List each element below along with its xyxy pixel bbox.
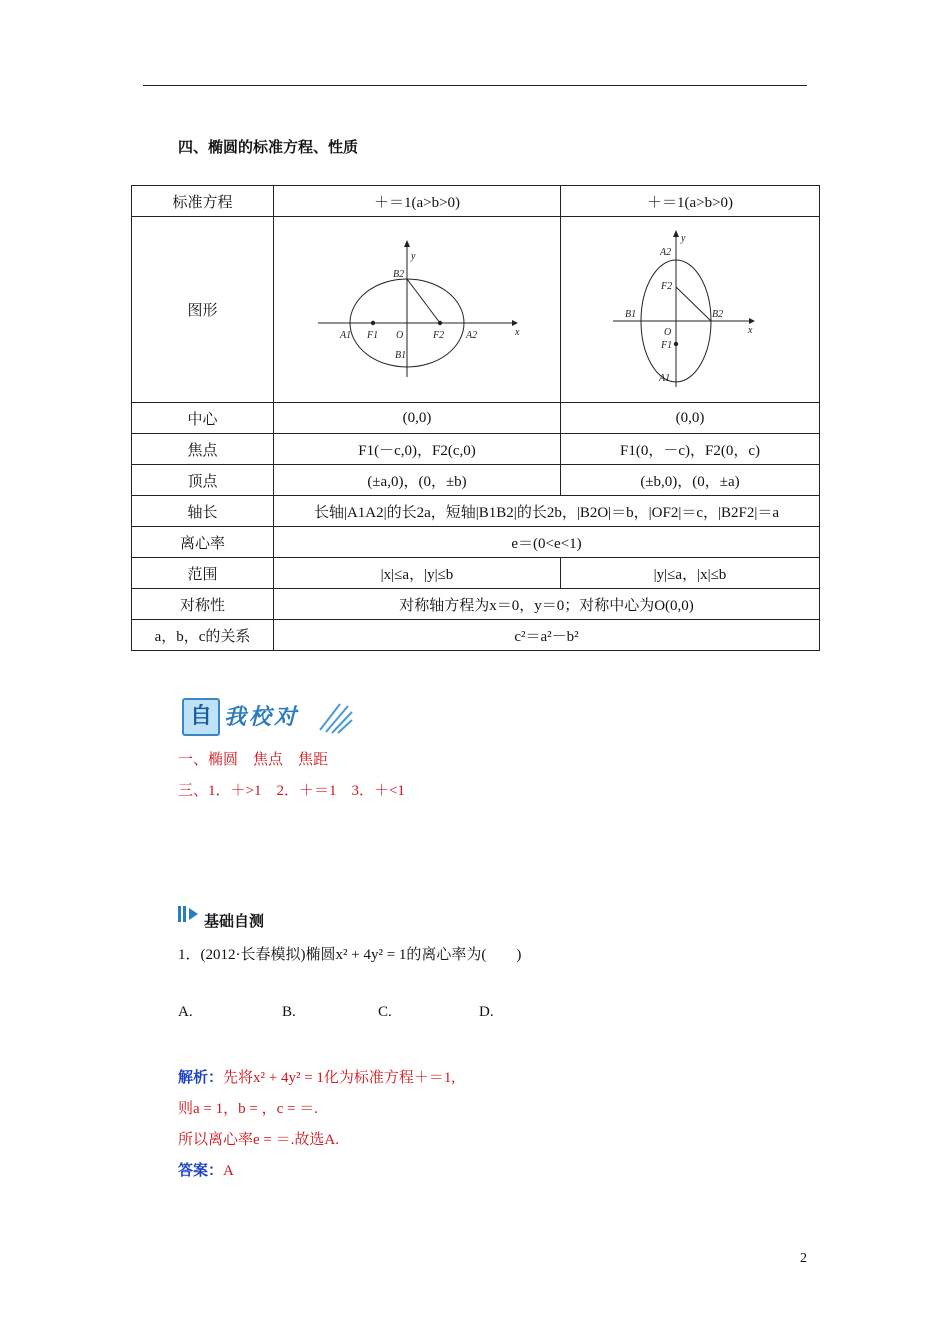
label-b2: B2 <box>393 269 405 280</box>
label-x: x <box>515 327 520 338</box>
label-f1: F1 <box>661 340 673 351</box>
label-a2: A2 <box>466 330 478 341</box>
cell-value: 长轴|A1A2|的长2a，短轴|B1B2|的长2b，|B2O|＝b，|OF2|＝c，|B2F2|＝a <box>274 496 820 527</box>
self-check-banner <box>182 696 354 738</box>
row-label: 顶点 <box>132 465 274 496</box>
focus-point <box>371 321 375 325</box>
x-arrow-icon <box>749 318 755 324</box>
row-label: 图形 <box>132 217 274 403</box>
x-arrow-icon <box>512 320 518 326</box>
option-c: C. <box>378 1004 392 1020</box>
row-label: 对称性 <box>132 589 274 620</box>
table-row <box>132 186 820 217</box>
banner-box: 自 <box>182 698 220 736</box>
horizontal-ellipse-figure <box>274 217 560 397</box>
figure-vertical-cell <box>561 217 820 403</box>
cell-value: (0,0) <box>274 403 561 434</box>
label-f2: F2 <box>433 330 445 341</box>
figure-horizontal-cell <box>274 217 561 403</box>
ellipse-properties-table <box>131 185 820 651</box>
label-b1: B1 <box>395 350 407 361</box>
label-b2: B2 <box>712 309 724 320</box>
page-number: 2 <box>800 1251 807 1266</box>
table-row <box>132 620 820 651</box>
row-label: 焦点 <box>132 434 274 465</box>
vertical-ellipse-figure <box>561 217 819 397</box>
analysis-line-2: 则a = 1，b = ，c = ＝. <box>178 1101 318 1117</box>
cell-value: e＝(0<e<1) <box>274 527 820 558</box>
analysis-text: 先将x² + 4y² = 1化为标准方程＋＝1, <box>223 1070 456 1086</box>
y-arrow-icon <box>673 230 679 237</box>
label-a2: A2 <box>660 247 672 258</box>
cell-value: |y|≤a，|x|≤b <box>561 558 820 589</box>
table-row <box>132 217 820 403</box>
cell-value: c²＝a²－b² <box>274 620 820 651</box>
label-y: y <box>411 251 416 262</box>
answer-value: A <box>223 1163 234 1179</box>
label-origin: O <box>664 327 672 338</box>
row-label: 离心率 <box>132 527 274 558</box>
table-row <box>132 496 820 527</box>
answer-label: 答案： <box>178 1163 224 1179</box>
label-a1: A1 <box>340 330 352 341</box>
cell-value: 对称轴方程为x＝0，y＝0；对称中心为O(0,0) <box>274 589 820 620</box>
table-row <box>132 465 820 496</box>
analysis-label: 解析： <box>178 1070 224 1086</box>
label-origin: O <box>396 330 404 341</box>
label-f1: F1 <box>367 330 379 341</box>
y-arrow-icon <box>404 240 410 247</box>
row-label: 轴长 <box>132 496 274 527</box>
answer-line-2: 三、1．＋>1 2．＋＝1 3．＋<1 <box>178 783 405 799</box>
table-row <box>132 403 820 434</box>
f2-b2-segment <box>676 287 711 321</box>
table-row <box>132 434 820 465</box>
cell-value: (±a,0)，(0，±b) <box>274 465 561 496</box>
label-b1: B1 <box>625 309 637 320</box>
focus-point <box>438 321 442 325</box>
label-f2: F2 <box>661 281 673 292</box>
cell-value: F1(0，－c)，F2(0，c) <box>561 434 820 465</box>
cell-value: (0,0) <box>561 403 820 434</box>
option-d: D. <box>479 1004 494 1020</box>
equation-vertical: ＋＝1(a>b>0) <box>561 186 820 217</box>
focus-point <box>674 342 678 346</box>
answer-line <box>178 1159 234 1180</box>
equation-horizontal: ＋＝1(a>b>0) <box>274 186 561 217</box>
section-title: 基础自测 <box>204 912 265 930</box>
table-row <box>132 558 820 589</box>
answer-line-1: 一、椭圆 焦点 焦距 <box>178 752 329 768</box>
cell-value: |x|≤a，|y|≤b <box>274 558 561 589</box>
option-a: A. <box>178 1004 193 1020</box>
brush-stroke-icon <box>318 700 354 734</box>
cell-value: (±b,0)，(0，±a) <box>561 465 820 496</box>
b2-f2-segment <box>407 279 440 323</box>
label-a1: A1 <box>659 373 671 384</box>
table-row <box>132 589 820 620</box>
section-heading: 四、椭圆的标准方程、性质 <box>178 138 359 156</box>
row-label: 标准方程 <box>132 186 274 217</box>
question-1: 1．(2012·长春模拟)椭圆x² + 4y² = 1的离心率为( ) <box>178 947 522 963</box>
cell-value: F1(－c,0)，F2(c,0) <box>274 434 561 465</box>
top-rule <box>143 85 807 86</box>
analysis-line-1 <box>178 1066 455 1087</box>
row-label: 范围 <box>132 558 274 589</box>
row-label: 中心 <box>132 403 274 434</box>
option-b: B. <box>282 1004 296 1020</box>
section-marker-icon <box>178 904 202 924</box>
analysis-line-3: 所以离心率e = ＝.故选A. <box>178 1132 339 1148</box>
label-y: y <box>681 233 686 244</box>
row-label: a，b，c的关系 <box>132 620 274 651</box>
label-x: x <box>748 325 753 336</box>
banner-text: 我校对 <box>224 705 300 730</box>
table-row <box>132 527 820 558</box>
